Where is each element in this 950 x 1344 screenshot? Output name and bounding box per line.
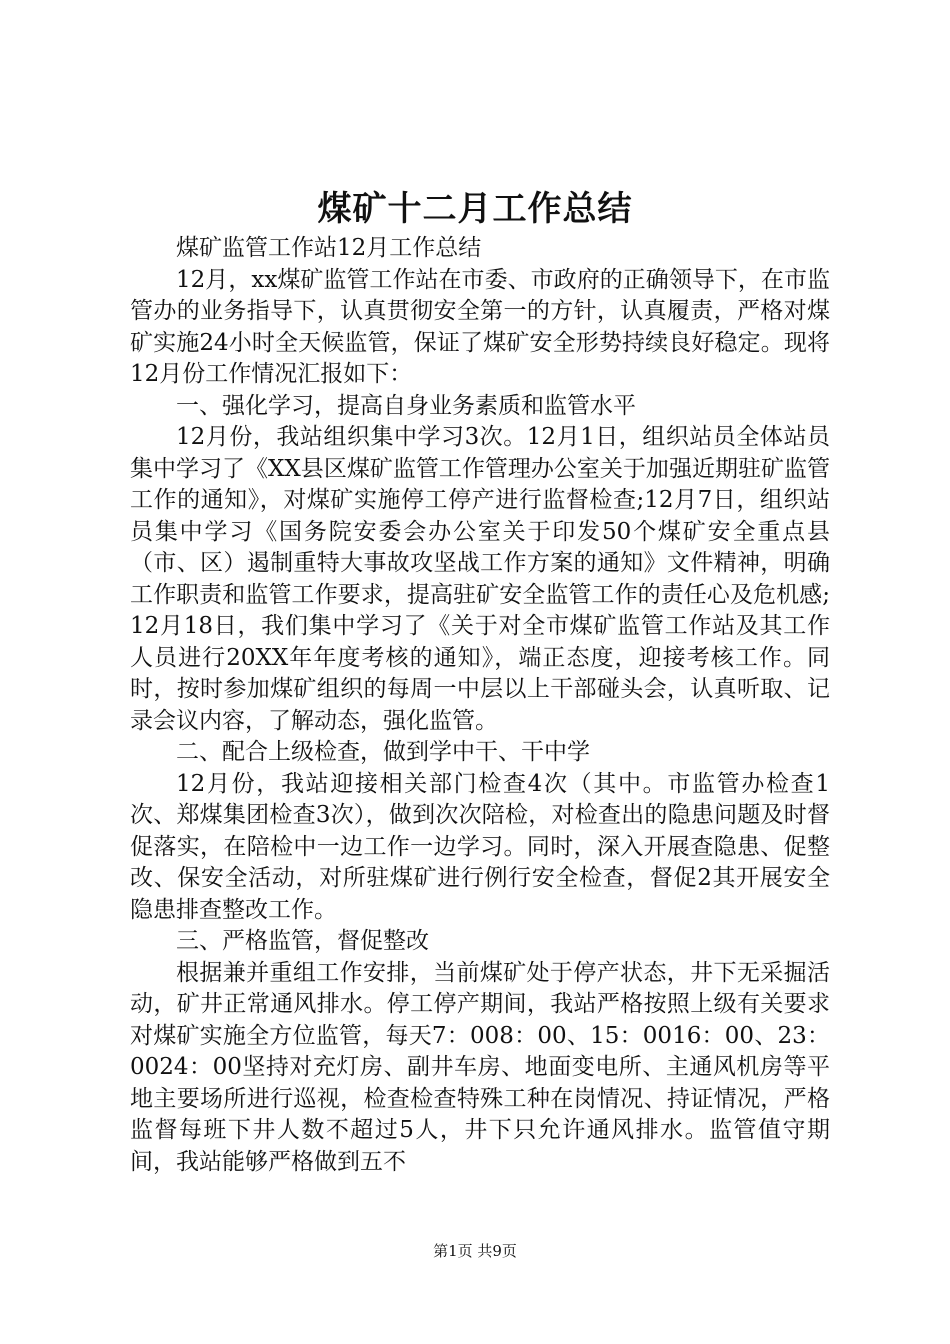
paragraph-section-1: 12月份，我站组织集中学习3次。12月1日，组织站员全体站员集中学习了《XX县区煤矿监管工作管理办公室关于加强近期驻矿监管工作的通知》，对煤矿实施停工停产进行监督检查;12月7日，组织站员集中学习《国务院安委会办公室关于印发50个煤矿安全重点县（市、区）遏制重特大事故攻坚战工作方案的通知》文件精神，明确工作职责和监管工作要求，提高驻矿安全监管工作的责任心及危机感;12月18日，我们集中学习了《关于对全市煤矿监管工作站及其工作人员进行20XX年年度考核的通知》，端正态度，迎接考核工作。同时，按时参加煤矿组织的每周一中层以上干部碰头会，认真听取、记录会议内容，了解动态，强化监管。 [130,424,830,734]
paragraph-section-2: 12月份，我站迎接相关部门检查4次（其中。市监管办检查1次、郑煤集团检查3次），做到次次陪检，对检查出的隐患问题及时督促落实，在陪检中一边工作一边学习。同时，深入开展查隐患、促整改、保安全活动，对所驻煤矿进行例行安全检查，督促2其开展安全隐患排查整改工作。 [130,770,830,923]
document-title: 煤矿十二月工作总结 [317,189,633,229]
section-heading-1: 一、强化学习，提高自身业务素质和监管水平 [176,392,636,419]
page-number: 第1页 共9页 [433,1242,517,1260]
paragraph-intro: 12月，xx煤矿监管工作站在市委、市政府的正确领导下，在市监管办的业务指导下，认真贯彻安全第一的方针，认真履责，严格对煤矿实施24小时全天候监管，保证了煤矿安全形势持续良好稳定。现将12月份工作情况汇报如下： [130,266,830,387]
section-heading-2: 二、配合上级检查，做到学中干、干中学 [176,739,590,765]
document-body [130,233,830,1178]
paragraph-heading: 煤矿监管工作站12月工作总结 [176,235,482,261]
section-heading-3: 三、严格监管，督促整改 [176,928,429,954]
paragraph-section-3: 根据兼并重组工作安排，当前煤矿处于停产状态，井下无采掘活动，矿井正常通风排水。停工停产期间，我站严格按照上级有关要求对煤矿实施全方位监管，每天7：008：00、15：0016：00、23：0024：00坚持对充灯房、副井车房、地面变电所、主通风机房等平地主要场所进行巡视，检查检查特殊工种在岗情况、持证情况，严格监督每班下井人数不超过5人，井下只允许通风排水。监管值守期间，我站能够严格做到五不 [130,959,830,1175]
